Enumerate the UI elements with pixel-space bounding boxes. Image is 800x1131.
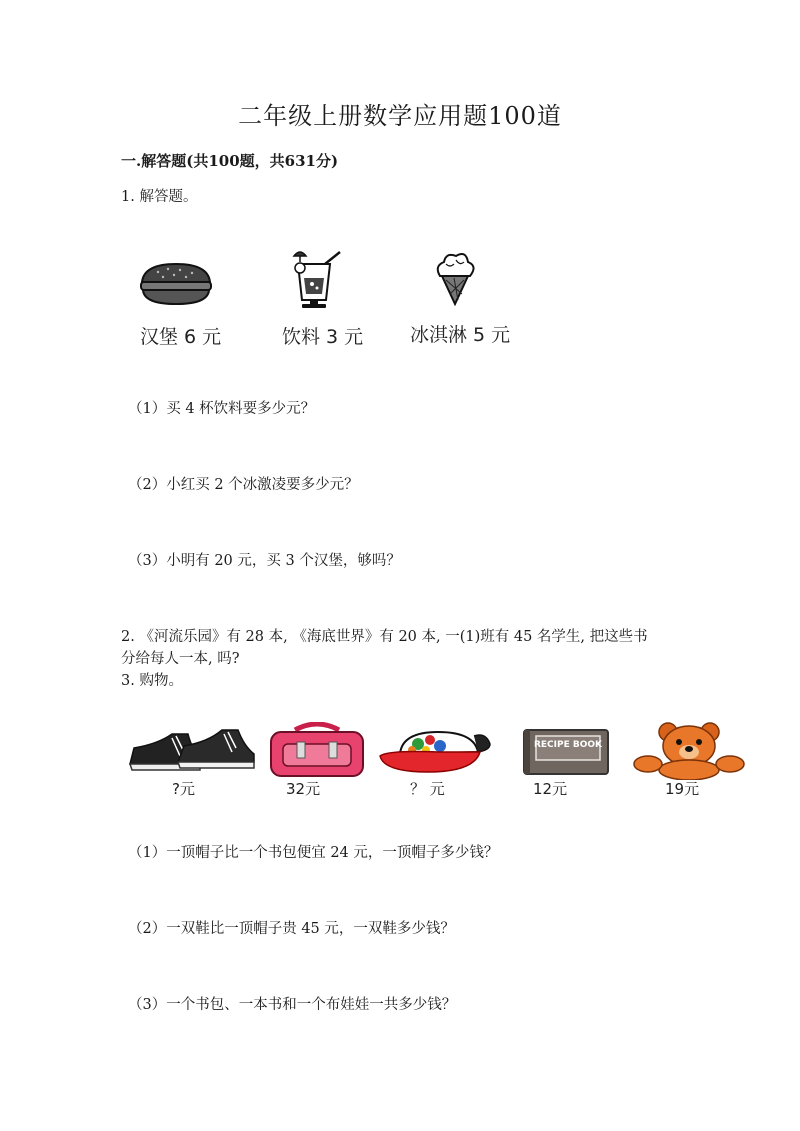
ice-cream-icon: [432, 250, 478, 306]
question-2-line-1: 2. 《河流乐园》有 28 本, 《海底世界》有 20 本, 一(1)班有 45 名学生, 把这些书: [121, 629, 648, 645]
question-1-sub-3: （3）小明有 20 元，买 3 个汉堡，够吗？: [128, 553, 401, 569]
schoolbag-icon: [265, 722, 369, 778]
cap-icon: [378, 728, 492, 774]
price-label-schoolbag: 32元: [286, 780, 321, 798]
book-icon: [520, 728, 610, 776]
drink-icon: [290, 248, 346, 310]
price-label-ice-cream: 冰淇淋 5 元: [410, 324, 511, 346]
question-3-sub-1: （1）一顶帽子比一个书包便宜 24 元，一顶帽子多少钱？: [128, 845, 499, 861]
question-1-sub-2: （2）小红买 2 个冰激凌要多少元？: [128, 477, 359, 493]
price-label-teddy-bear: 19元: [665, 780, 700, 798]
question-2-line-2: 分给每人一本, 吗?: [121, 651, 240, 667]
question-3-sub-3: （3）一个书包、一本书和一个布娃娃一共多少钱？: [128, 997, 457, 1013]
question-1-intro: 1. 解答题。: [121, 189, 198, 205]
price-label-drink: 饮料 3 元: [282, 326, 364, 348]
question-3-intro: 3. 购物。: [121, 673, 183, 689]
page-title: 二年级上册数学应用题100道: [238, 102, 562, 130]
teddy-bear-icon: [632, 722, 746, 780]
price-label-sneakers: ?元: [172, 780, 195, 798]
question-1-sub-1: （1）买 4 杯饮料要多少元？: [128, 401, 316, 417]
section-header: 一.解答题(共100题，共631分): [121, 152, 339, 170]
question-3-sub-2: （2）一双鞋比一顶帽子贵 45 元，一双鞋多少钱？: [128, 921, 455, 937]
book-cover-text: RECIPE BOOK: [533, 740, 603, 750]
price-label-book: 12元: [533, 780, 568, 798]
hamburger-icon: [138, 262, 214, 306]
price-label-cap: ？ 元: [410, 780, 445, 798]
price-label-hamburger: 汉堡 6 元: [140, 326, 222, 348]
sneakers-icon: [128, 728, 258, 772]
